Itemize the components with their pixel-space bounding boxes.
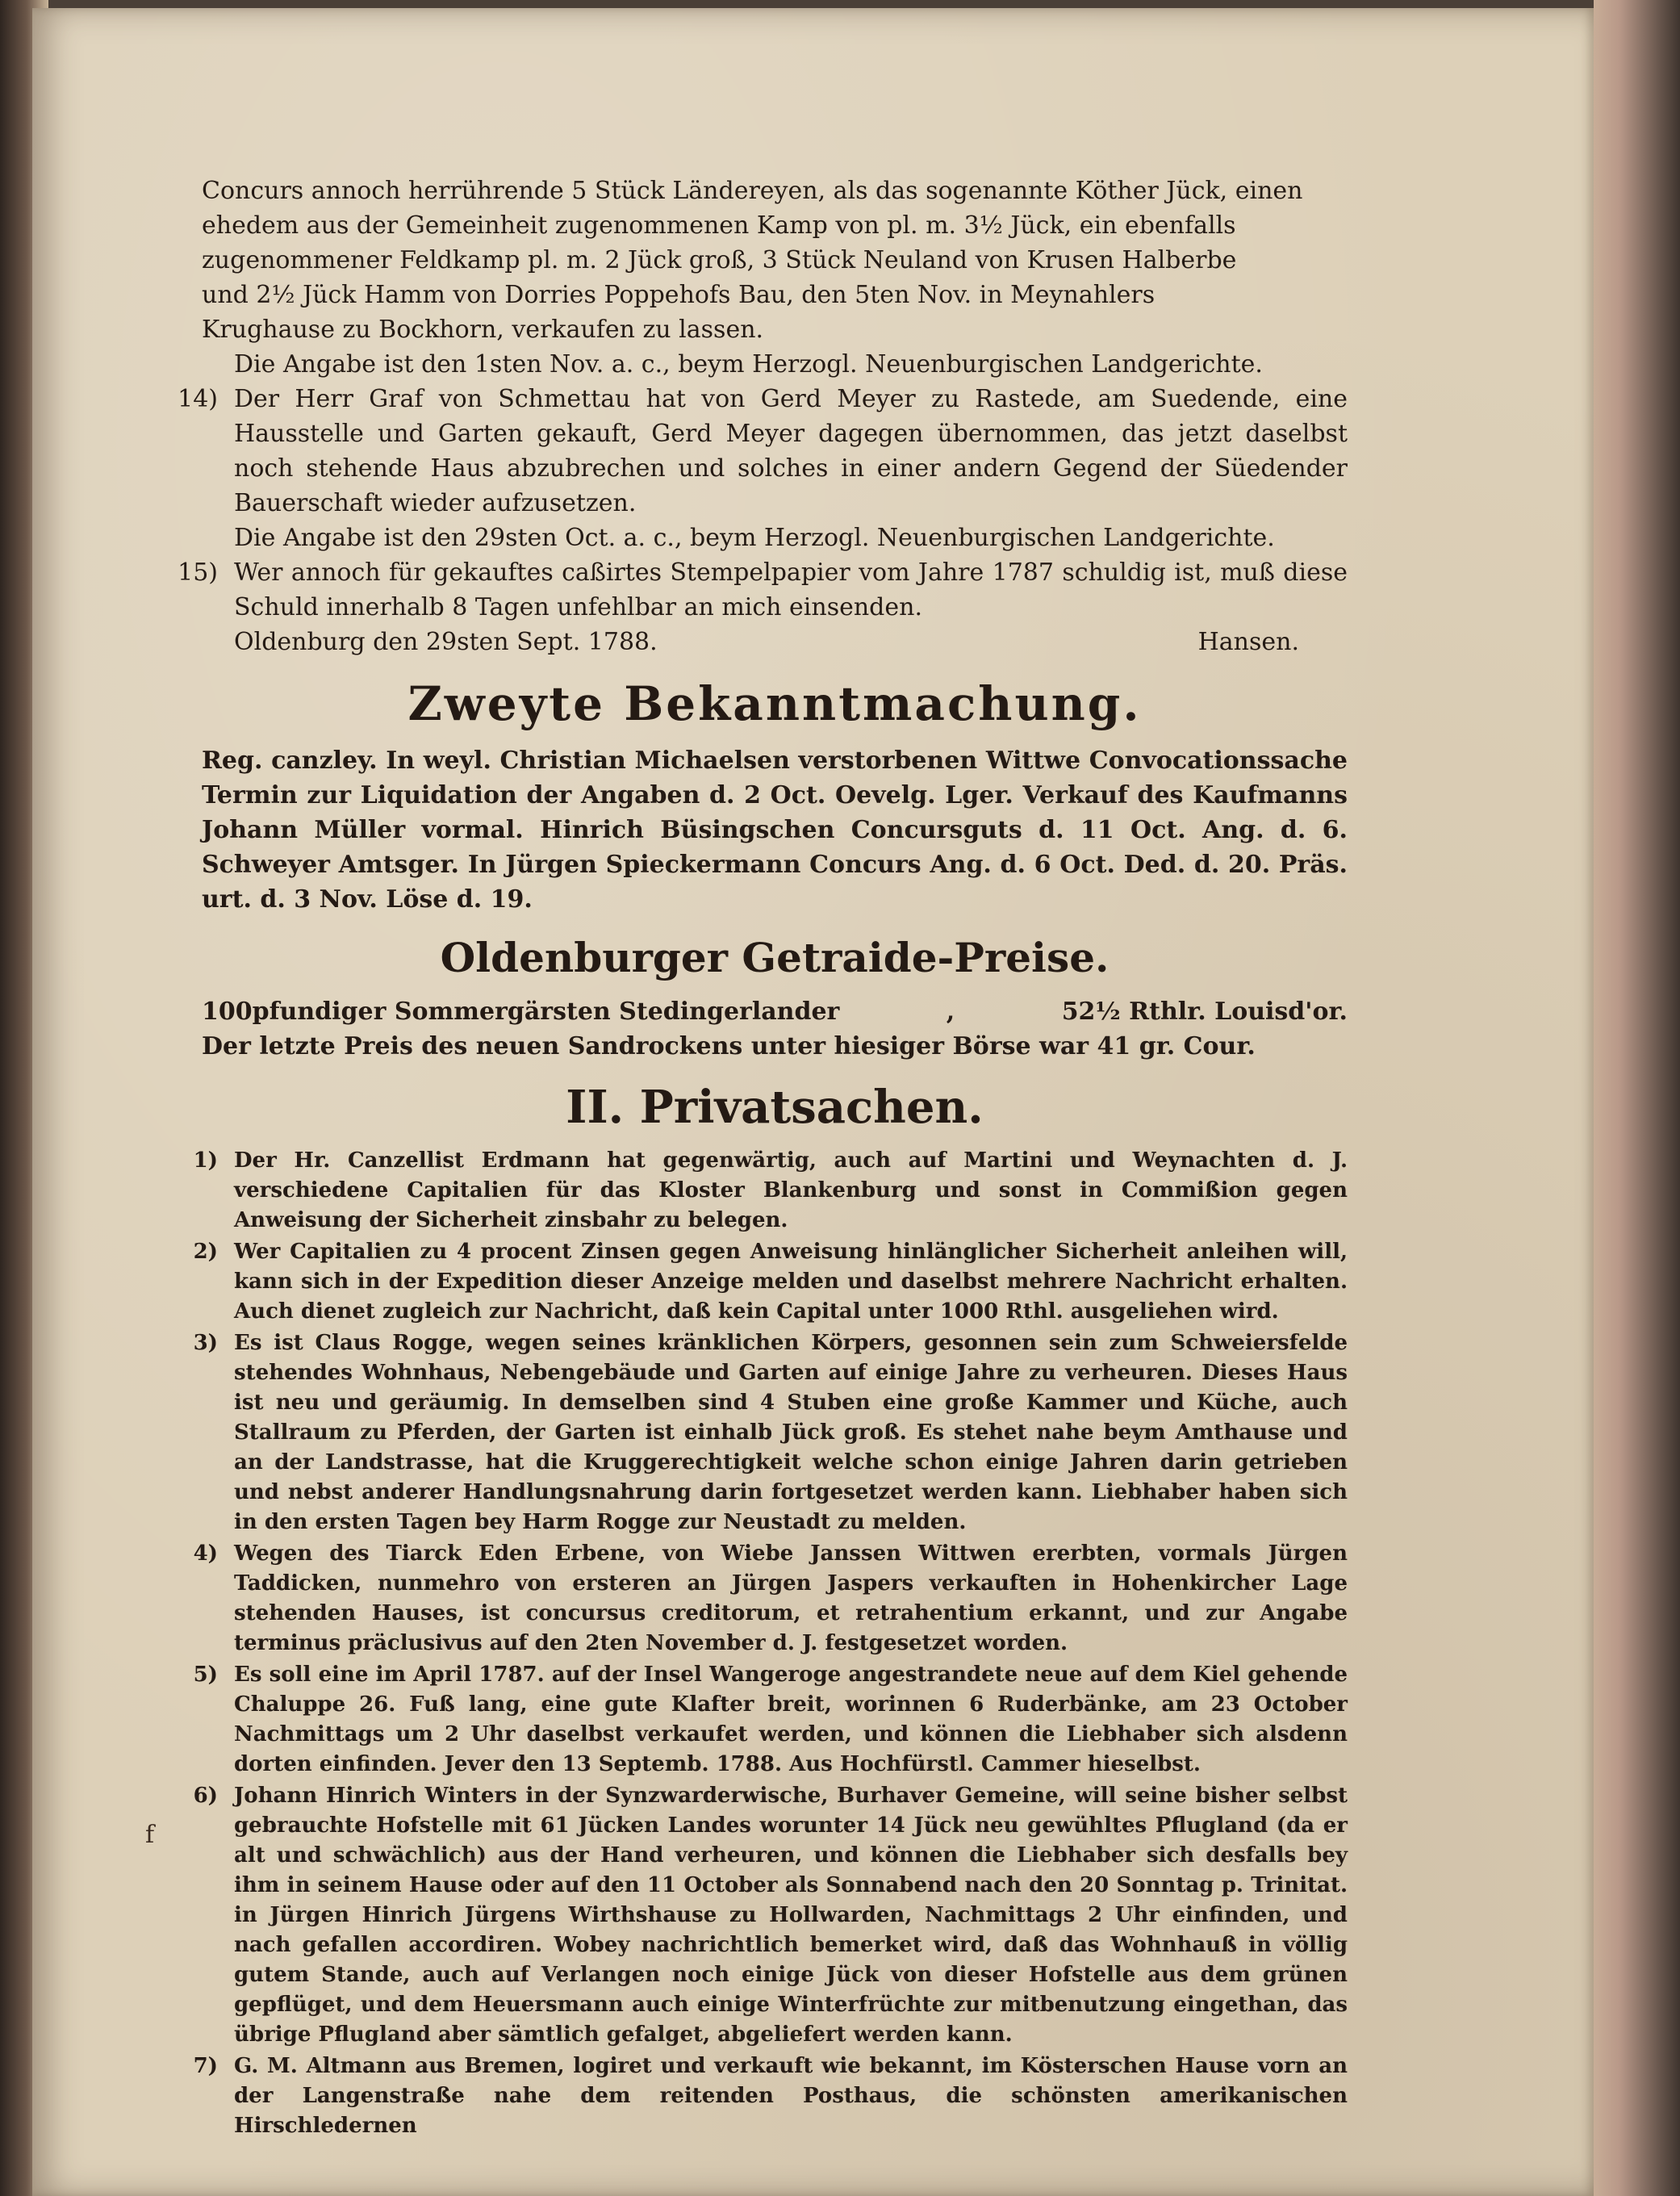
item-number: 4) bbox=[193, 1541, 218, 1566]
signature-line bbox=[202, 625, 1348, 659]
notice-item-14 bbox=[178, 382, 1348, 521]
intro-line: Concurs annoch herrührende 5 Stück Ländereyen, als das sogenannte Köther Jück, einen bbox=[202, 177, 1303, 205]
private-items-list bbox=[193, 1146, 1348, 2141]
item-number: 14) bbox=[178, 385, 218, 413]
intro-line: und 2½ Jück Hamm von Dorries Poppehofs Bau, den 5ten Nov. in Meynahlers bbox=[202, 281, 1156, 309]
item-number: 3) bbox=[193, 1331, 218, 1355]
item-number: 5) bbox=[193, 1663, 218, 1687]
item-14-note: Die Angabe ist den 29sten Oct. a. c., beym Herzogl. Neuenburgischen Landgerichte. bbox=[234, 524, 1275, 552]
private-item bbox=[193, 1660, 1348, 1780]
grain-label: 100pfundiger Sommergärsten Stedingerlander bbox=[202, 998, 840, 1026]
page-edge bbox=[1594, 0, 1680, 2196]
notice-item-15 bbox=[178, 555, 1348, 625]
item-text: Wer Capitalien zu 4 procent Zinsen gegen Anweisung hinlänglicher Sicherheit anleihen will, kann sich in der Expedition dieser Anzeige melden und daselbst mehrere Nachricht erhalten. Auch dienet zugleich zur Nachricht, daß kein Capital unter 1000 Rthl. ausgeliehen wird. bbox=[234, 1240, 1348, 1324]
intro-note: Die Angabe ist den 1sten Nov. a. c., beym Herzogl. Neuenburgischen Landgerichte. bbox=[234, 350, 1263, 379]
private-item bbox=[193, 1237, 1348, 1327]
item-text: Wegen des Tiarck Eden Erbene, von Wiebe Janssen Wittwen ererbten, vormals Jürgen Taddicken, nunmehro von ersteren an Jürgen Jaspers verkauften in Hohenkircher Lage stehenden Hauses, ist concursus creditorum, et retrahentium erkannt, und zur Angabe terminus präclusivus auf den 2ten November d. J. festgesetzet worden. bbox=[234, 1541, 1348, 1655]
second-announcement-text: Reg. canzley. In weyl. Christian Michaelsen verstorbenen Wittwe Convocationssache Termin zur Liquidation der Angaben d. 2 Oct. Oevelg. Lger. Verkauf des Kaufmanns Johann Müller vormal. Hinrich Büsingschen Concursguts d. 11 Oct. Ang. d. 6. Schweyer Amtsger. In Jürgen Spieckermann Concurs Ang. d. 6 Oct. Ded. d. 20. Präs. urt. d. 3 Nov. Löse d. 19. bbox=[202, 747, 1348, 914]
private-item bbox=[193, 1539, 1348, 1659]
item-text: Der Hr. Canzellist Erdmann hat gegenwärtig, auch auf Martini und Weynachten d. J. verschiedene Capitalien für das Kloster Blankenburg und sonst in Commißion gegen Anweisung der Sicherheit zinsbahr zu belegen. bbox=[234, 1148, 1348, 1232]
grain-price: 52½ Rthlr. Louisd'or. bbox=[1061, 998, 1348, 1026]
page-content bbox=[178, 174, 1348, 2143]
private-item bbox=[193, 1781, 1348, 2050]
grain-price-row bbox=[202, 994, 1348, 1029]
private-item bbox=[193, 1328, 1348, 1537]
intro-paragraph bbox=[202, 174, 1348, 347]
item-text: Der Herr Graf von Schmettau hat von Gerd Meyer zu Rastede, am Suedende, eine Hausstelle und Garten gekauft, Gerd Meyer dagegen übernommen, das jetzt daselbst noch stehende Haus abzubrechen und solches in einer andern Gegend der Süedender Bauerschaft wieder aufzusetzen. bbox=[234, 385, 1348, 517]
signature-name: Hansen. bbox=[1197, 628, 1299, 656]
item-text: Wer annoch für gekauftes caßirtes Stempelpapier vom Jahre 1787 schuldig ist, muß diese Schuld innerhalb 8 Tagen unfehlbar an mich einsenden. bbox=[234, 558, 1348, 621]
grain-dots: , bbox=[946, 998, 955, 1026]
intro-line: ehedem aus der Gemeinheit zugenommenen Kamp von pl. m. 3½ Jück, ein ebenfalls bbox=[202, 211, 1236, 240]
grain-note: Der letzte Preis des neuen Sandrockens unter hiesiger Börse war 41 gr. Cour. bbox=[202, 1032, 1256, 1060]
item-number: 1) bbox=[193, 1148, 218, 1173]
private-item bbox=[193, 1146, 1348, 1236]
item-text: Johann Hinrich Winters in der Synzwarderwische, Burhaver Gemeine, will seine bisher selbst gebrauchte Hofstelle mit 61 Jücken Landes worunter 14 Jück neu gewühltes Pflugland (da er alt und schwächlich) aus der Hand verheuren, und können die Liebhaber sich desfalls bey ihm in seinem Hause oder auf den 11 October als Sonnabend nach den 20 Sonntag p. Trinitat. in Jürgen Hinrich Jürgens Wirthshause zu Hollwarden, Nachmittags 2 Uhr einfinden, und nach gefallen accordiren. Wobey nachrichtlich bemerket wird, daß das Wohnhauß in völlig gutem Stande, auch auf Verlangen noch einige Jück von dieser Hofstelle aus dem grünen gepflüget, und dem Heuersmann auch einige Winterfrüchte zur mitbenutzung eingethan, das übrige Pflugland aber sämtlich gefalget, abgeliefert werden kann. bbox=[234, 1784, 1348, 2047]
item-text: Es ist Claus Rogge, wegen seines kränklichen Körpers, gesonnen sein zum Schweiersfelde stehendes Wohnhaus, Nebengebäude und Garten auf einige Jahre zu verheuren. Dieses Haus ist neu und geräumig. In demselben sind 4 Stuben eine große Kammer und Küche, auch Stallraum zu Pferden, der Garten ist einhalb Jück groß. Es stehet nahe beym Amthause und an der Landstrasse, hat die Kruggerechtigkeit welche schon einige Jahren darin getrieben und nebst anderer Handlungsnahrung darin fortgesetzet werden kann. Liebhaber haben sich in den ersten Tagen bey Harm Rogge zur Neustadt zu melden. bbox=[234, 1331, 1348, 1534]
item-number: 15) bbox=[178, 558, 218, 587]
intro-line: Krughause zu Bockhorn, verkaufen zu lassen. bbox=[202, 316, 764, 344]
item-text: G. M. Altmann aus Bremen, logiret und verkauft wie bekannt, im Kösterschen Hause vorn an der Langenstraße nahe dem reitenden Posthaus, die schönsten amerikanischen Hirschledernen bbox=[234, 2054, 1348, 2138]
item-number: 2) bbox=[193, 1240, 218, 1264]
private-item bbox=[193, 2052, 1348, 2141]
grain-prices-heading: Oldenburger Getraide-Preise. bbox=[440, 934, 1110, 981]
item-text: Es soll eine im April 1787. auf der Insel Wangeroge angestrandete neue auf dem Kiel gehende Chaluppe 26. Fuß lang, eine gute Klafter breit, worinnen 6 Ruderbänke, am 23 October Nachmittags um 2 Uhr daselbst verkaufet werden, und können die Liebhaber sich alsdenn dorten einfinden. Jever den 13 Septemb. 1788. Aus Hochfürstl. Cammer hieselbst. bbox=[234, 1663, 1348, 1776]
intro-line: zugenommener Feldkamp pl. m. 2 Jück groß, 3 Stück Neuland von Krusen Halberbe bbox=[202, 246, 1237, 274]
item-number: 7) bbox=[193, 2054, 218, 2078]
private-matters-heading: II. Privatsachen. bbox=[566, 1081, 984, 1134]
margin-mark: f bbox=[145, 1821, 155, 1849]
second-announcement-heading: Zweyte Bekanntmachung. bbox=[407, 676, 1142, 731]
signature-place-date: Oldenburg den 29sten Sept. 1788. bbox=[234, 628, 658, 656]
item-number: 6) bbox=[193, 1784, 218, 1808]
